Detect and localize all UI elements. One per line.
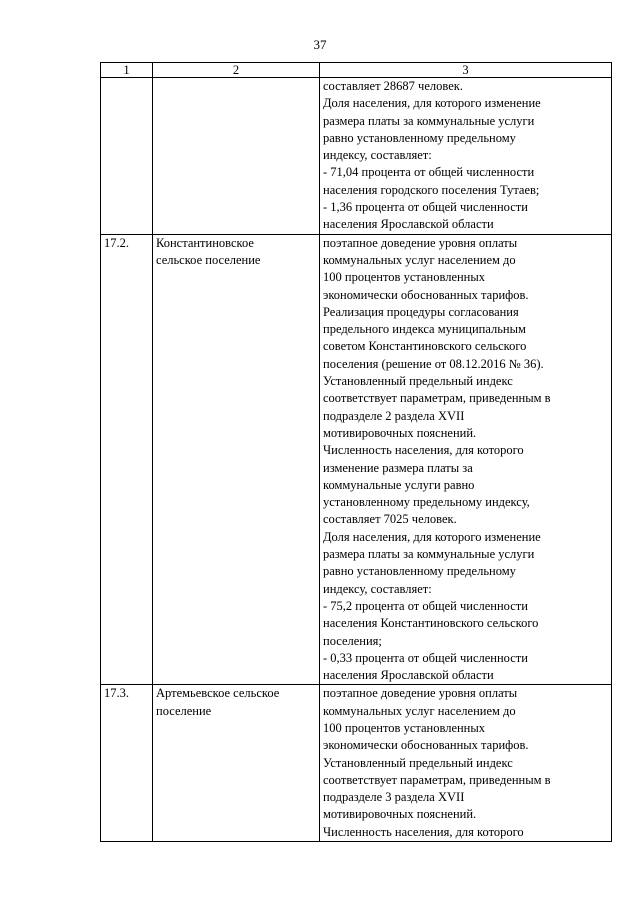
description-line: - 71,04 процента от общей численности	[323, 165, 535, 180]
description-line: подразделе 3 раздела XVII	[323, 790, 465, 805]
description-line: мотивировочных пояснений.	[323, 807, 477, 822]
description-line: - 75,2 процента от общей численности	[323, 598, 528, 613]
table-row	[101, 78, 612, 235]
description-line: экономически обоснованных тарифов.	[323, 287, 529, 302]
row-number-cell	[101, 78, 153, 235]
description-line: соответствует параметрам, приведенным в	[323, 772, 551, 787]
table-row	[101, 685, 612, 842]
row-number: 17.2.	[104, 235, 129, 250]
description-line: Доля населения, для которого изменение	[323, 96, 541, 111]
description-cell	[320, 685, 612, 842]
description-cell	[320, 78, 612, 235]
description-line: равно установленному предельному	[323, 564, 516, 579]
description-line: населения Ярославской области	[323, 668, 494, 683]
description-line: коммунальных услуг населением до	[323, 703, 516, 718]
settlement-name-line: сельское поселение	[156, 252, 261, 267]
description-line: составляет 28687 человек.	[323, 79, 463, 93]
description-line: населения городского поселения Тутаев;	[323, 182, 540, 197]
description-line: поэтапное доведение уровня оплаты	[323, 235, 518, 250]
description-line: Численность населения, для которого	[323, 443, 524, 458]
description-line: установленному предельному индексу,	[323, 495, 530, 510]
description-line: изменение размера платы за	[323, 460, 473, 475]
header-col-1: 1	[101, 63, 153, 78]
description-line: Численность населения, для которого	[323, 824, 524, 839]
description-line: Установленный предельный индекс	[323, 755, 513, 770]
description-line: составляет 7025 человек.	[323, 512, 457, 527]
description-line: Доля населения, для которого изменение	[323, 529, 541, 544]
settlement-name-line: поселение	[156, 703, 212, 718]
description-line: экономически обоснованных тарифов.	[323, 738, 529, 753]
description-line: соответствует параметрам, приведенным в	[323, 391, 551, 406]
settlement-name-cell	[153, 78, 320, 235]
row-number-cell	[101, 234, 153, 685]
table-body	[101, 78, 612, 842]
description-line: размера платы за коммунальные услуги	[323, 113, 535, 128]
page-number: 37	[313, 37, 327, 52]
description-line: мотивировочных пояснений.	[323, 425, 477, 440]
description-line: поселения;	[323, 633, 382, 648]
description-line: индексу, составляет:	[323, 148, 432, 163]
description-line: 100 процентов установленных	[323, 720, 486, 735]
header-col-3: 3	[320, 63, 612, 78]
header-col-2: 2	[153, 63, 320, 78]
description-line: размера платы за коммунальные услуги	[323, 547, 535, 562]
description-cell	[320, 234, 612, 685]
description-line: 100 процентов установленных	[323, 270, 486, 285]
description-line: Реализация процедуры согласования	[323, 304, 519, 319]
tariff-index-table	[100, 62, 612, 842]
settlement-name-line: Артемьевское сельское	[156, 686, 280, 701]
description-line: - 0,33 процента от общей численности	[323, 650, 528, 665]
description-line: поэтапное доведение уровня оплаты	[323, 686, 518, 701]
settlement-name-line: Константиновское	[156, 235, 254, 250]
description-line: поселения (решение от 08.12.2016 № 36).	[323, 356, 544, 371]
description-line: советом Константиновского сельского	[323, 339, 527, 354]
description-line: подразделе 2 раздела XVII	[323, 408, 465, 423]
description-line: Установленный предельный индекс	[323, 374, 513, 389]
table-row	[101, 234, 612, 685]
table-header	[101, 63, 612, 78]
description-line: равно установленному предельному	[323, 130, 516, 145]
description-line: коммунальных услуг населением до	[323, 252, 516, 267]
description-line: населения Ярославской области	[323, 217, 494, 232]
description-line: - 1,36 процента от общей численности	[323, 200, 528, 215]
description-line: коммунальные услуги равно	[323, 477, 475, 492]
settlement-name-cell	[153, 685, 320, 842]
description-line: предельного индекса муниципальным	[323, 322, 526, 337]
description-line: индексу, составляет:	[323, 581, 432, 596]
row-number-cell	[101, 685, 153, 842]
row-number: 17.3.	[104, 686, 129, 701]
settlement-name-cell	[153, 234, 320, 685]
description-line: населения Константиновского сельского	[323, 616, 539, 631]
